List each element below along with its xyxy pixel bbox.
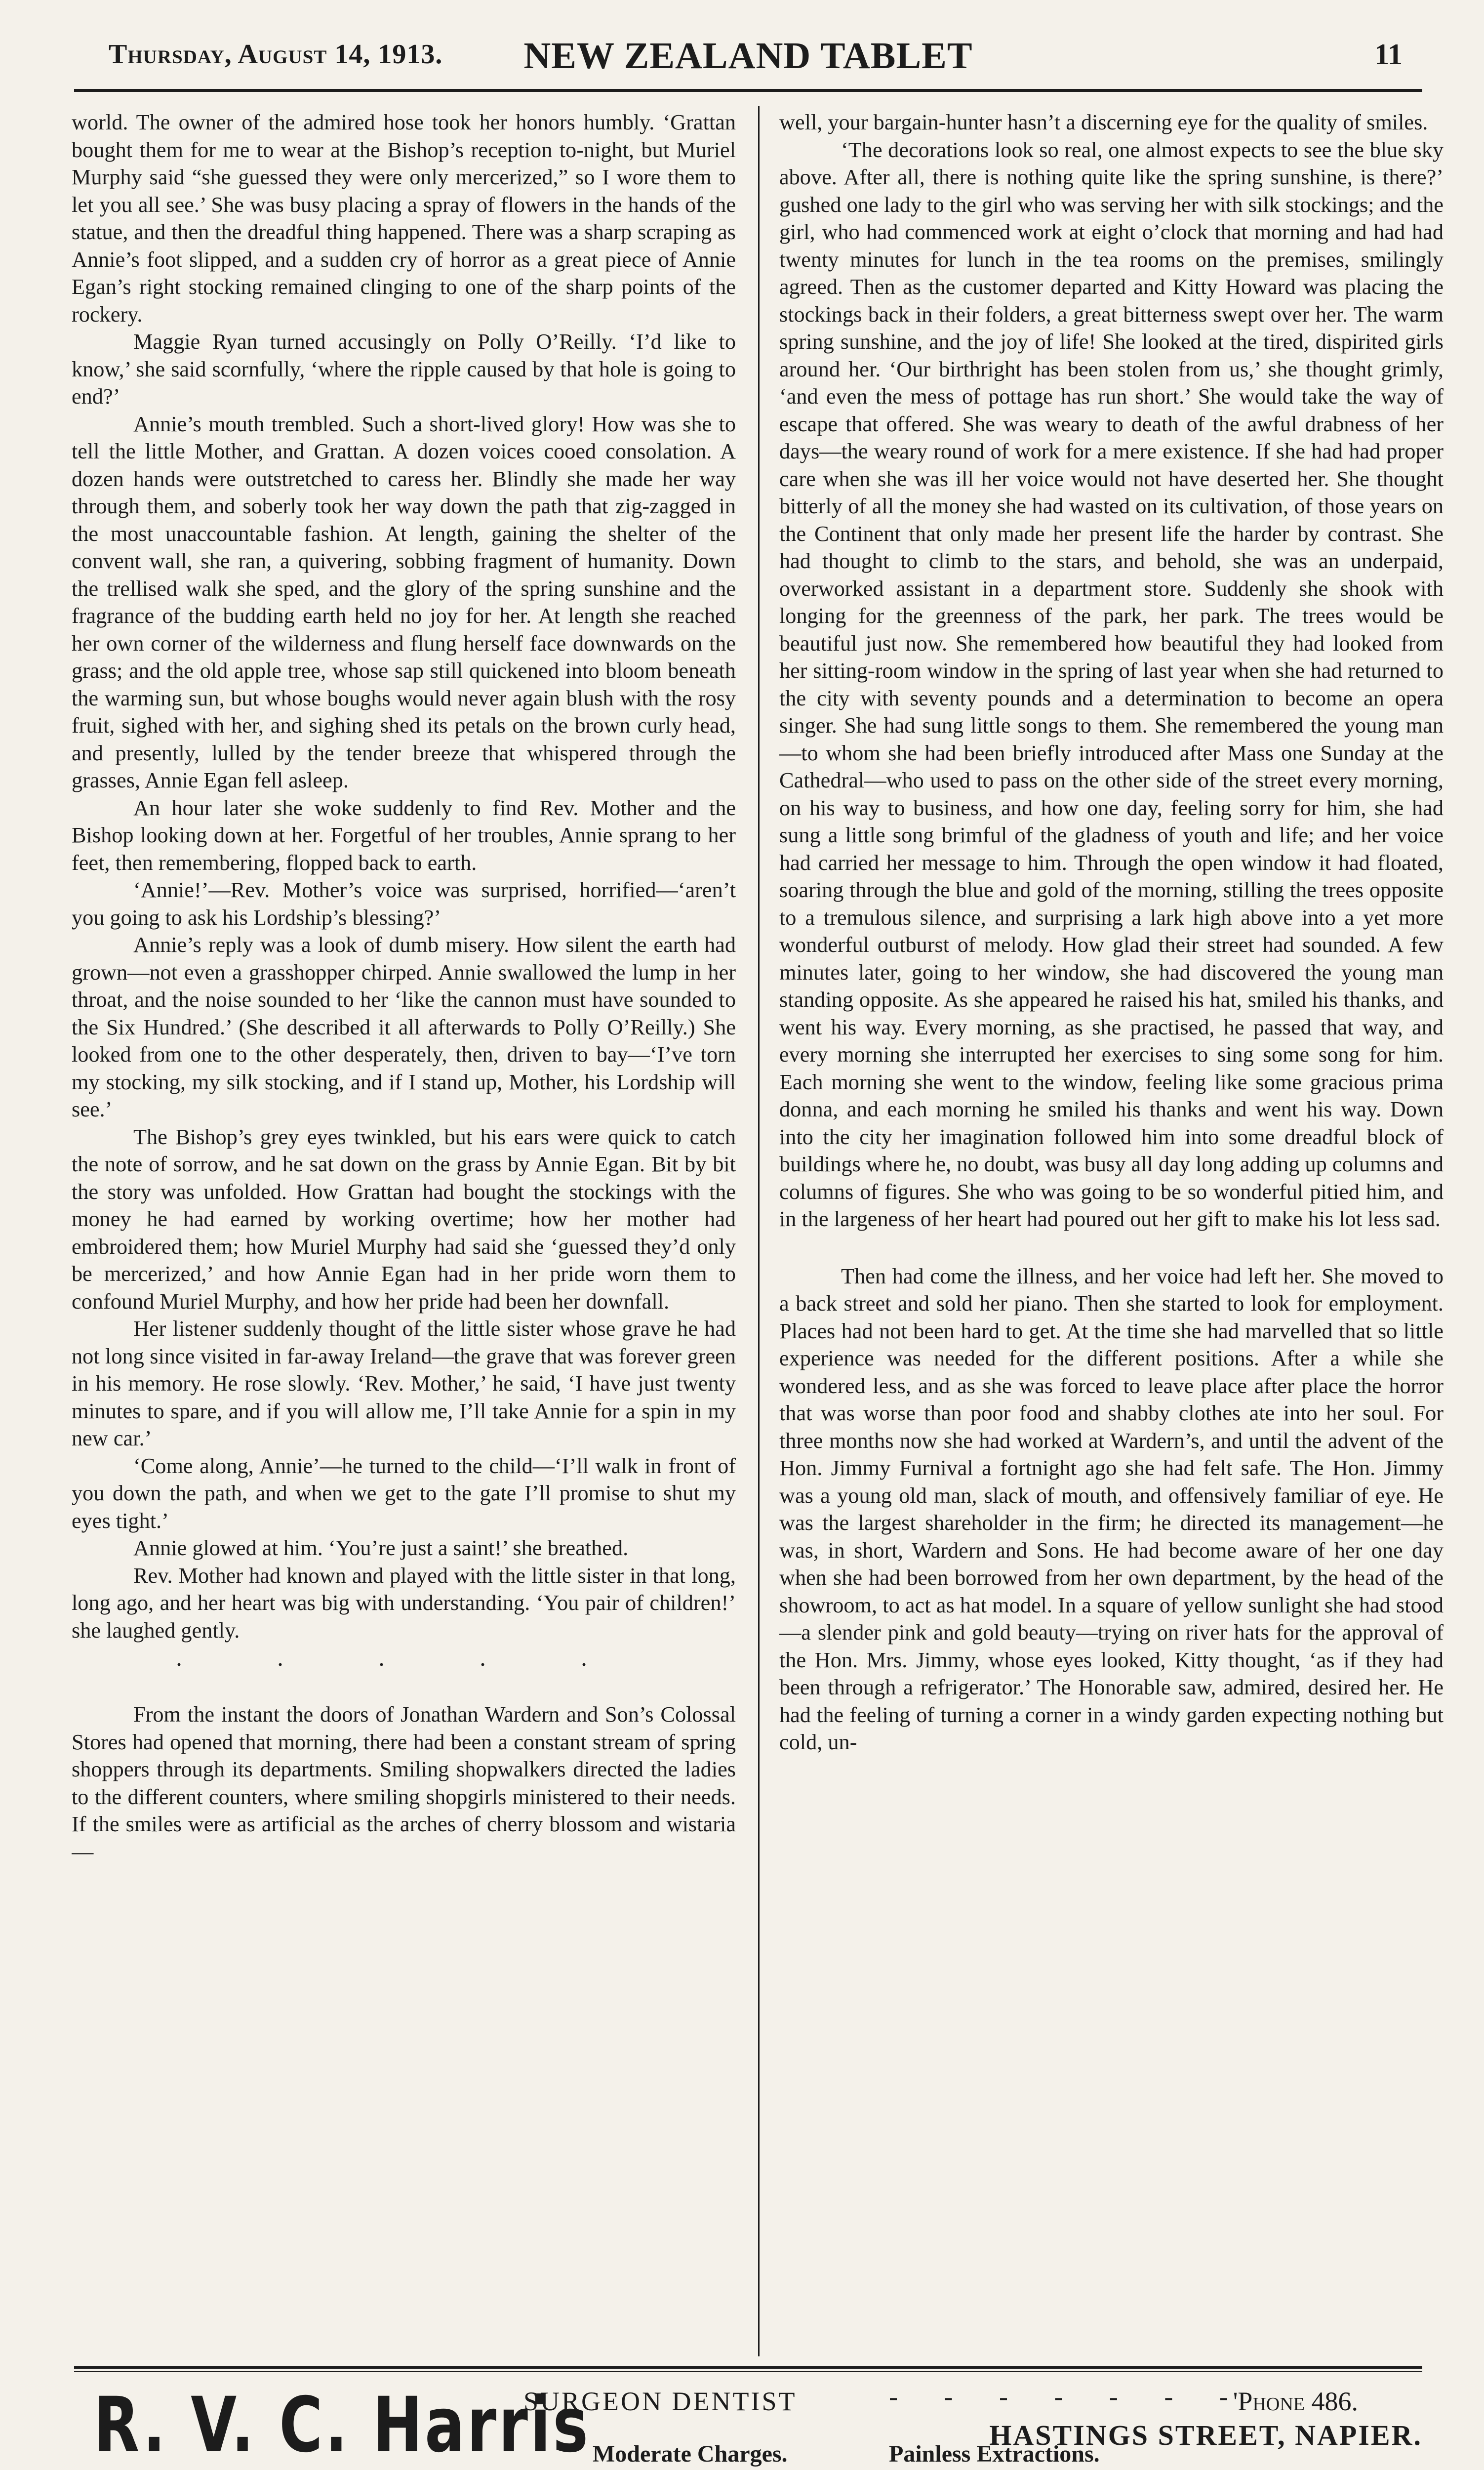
paragraph: ‘Annie!’—Rev. Mother’s voice was surprised, horrified—‘aren’t you going to ask his Lordship’s blessing?’ bbox=[72, 878, 736, 930]
advert-painless-extractions: Painless Extractions. bbox=[889, 2441, 1100, 2467]
advertiser-phone: 'Phone 486. bbox=[1233, 2387, 1358, 2416]
dentist-advertisement bbox=[74, 2381, 1422, 2470]
advert-rule-top bbox=[74, 2366, 1422, 2369]
paragraph: Annie’s reply was a look of dumb misery. How silent the earth had grown—not even a grasshopper chirped. Annie swallowed the lump in her throat, and the noise sounded to her ‘like the cannon must have sounded to the Six Hundred.’ (She described it all afterwards to Polly O’Reilly.) She looked from one to the other desperately, then, driven to bay—‘I’ve torn my stocking, my silk stocking, and if I stand up, Mother, his Lordship will see.’ bbox=[72, 933, 736, 1121]
newspaper-title: NEW ZEALAND TABLET bbox=[523, 35, 973, 77]
paragraph: ‘Come along, Annie’—he turned to the child—‘I’ll walk in front of you down the path, and when we get to the gate I’ll promise to shut my eyes tight.’ bbox=[72, 1453, 736, 1533]
page-header bbox=[74, 35, 1422, 89]
paragraph: world. The owner of the admired hose took her honors humbly. ‘Grattan bought them for me to wear at the Bishop’s reception to-night, but Muriel Murphy said “she guessed they were only mercerized,” so I wore them to let you all see.’ She was busy placing a spray of flowers in the hands of the statue, and then the dreadful thing happened. There was a sharp scraping as Annie’s foot slipped, and a sudden cry of horror as a great piece of Annie Egan’s right stocking remained clinging to one of the sharp points of the rockery. bbox=[72, 110, 736, 327]
header-rule bbox=[74, 89, 1422, 92]
advertiser-service: SURGEON DENTIST bbox=[523, 2387, 797, 2416]
paragraph: ‘The decorations look so real, one almost expects to see the blue sky above. After all, there is nothing quite like the spring sunshine, is there?’ gushed one lady to the girl who was serving her with silk stockings; and the girl, who had commenced work at eight o’clock that morning and had had twenty minutes for lunch in the tea rooms on the premises, smilingly agreed. Then as the customer departed and Kitty Howard was placing the stockings back in their folders, a great bitterness swept over her. The warm spring sunshine, and the joy of life! She looked at the tired, dispirited girls around her. ‘Our birthright has been stolen from us,’ she thought grimly, ‘and even the mess of pottage has run short.’ She would take the way of escape that offered. She was weary to death of the awful drabness of her days—the weary round of work for a mere existence. If she had had proper care when she was ill her voice would not have deserted her. She thought bitterly of all the money she had wasted on its cultivation, of those years on the Continent that only made her present life the harder by contrast. She had thought to climb to the stars, and behold, she was an underpaid, overworked assistant in a department store. Suddenly she shook with longing for the greenness of the park, her park. The trees would be beautiful just now. She remembered how beautiful they had looked from her sitting-room window in the spring of last year when she had returned to the city with seventy pounds and a determination to become an opera singer. She had sung little songs to them. She remembered the young man—to whom she had been briefly introduced after Mass one Sunday at the Cathedral—who used to pass on the other side of the street every morning, on his way to business, and how one day, feeling sorry for him, she had sung a little song brimful of the gladness of youth and life; and her voice had carried her message to him. Through the open window it had floated, soaring through the blue and gold of the morning, stilling the trees opposite to a tremulous silence, and surprising a lark high above into a yet more wonderful outburst of melody. How glad their street had sounded. A few minutes later, going to her window, she had discovered the young man standing opposite. As she appeared he raised his hat, smiled his thanks, and went his way. Every morning, as she practised, he passed that way, and every morning she interrupted her exercises to sing some song for him. Each morning she went to the window, feeling like some gracious prima donna, and each morning he smiled his thanks and went his way. Down into the city her imagination followed him into some dreadful block of buildings where he, no doubt, was busy all day long adding up columns and columns of figures. She who was going to be so wonderful pitied him, and in the largeness of her heart had poured out her gift to make his lot less sad. bbox=[779, 137, 1444, 1231]
paragraph: Then had come the illness, and her voice had left her. She moved to a back street and sold her piano. Then she started to look for employment. Places had not been hard to get. At the time she had marvelled that so little experience was needed for the different positions. After a while she wondered less, and as she was forced to leave place after place the horror that was worse than poor food and shabby clothes ate into her soul. For three months now she had worked at Wardern’s, and until the advent of the Hon. Jimmy Furnival a fortnight ago she had felt safe. The Hon. Jimmy was a young old man, slack of mouth, and offensively familiar of eye. He was the largest shareholder in the firm; he directed its management—he was, in short, Wardern and Sons. He had become aware of her one day when she had been borrowed from her own department, by the head of the showroom, to act as hat model. In a square of yellow sunlight she had stood—a slender pink and gold beauty—trying on river hats for the approval of the Hon. Mrs. Jimmy, whose eyes looked, Kitty thought, ‘as if they had been through a refrigerator.’ The Honorable saw, admired, desired her. He had the feeling of turning a corner in a windy garden expecting nothing but cold, un- bbox=[779, 1264, 1444, 1754]
advertiser-address: HASTINGS STREET, NAPIER. bbox=[989, 2419, 1422, 2451]
paragraph: The Bishop’s grey eyes twinkled, but his ears were quick to catch the note of sorrow, and he sat down on the grass by Annie Egan. Bit by bit the story was unfolded. How Grattan had bought the stockings with the money he had earned by working overtime; how her mother had embroidered them; how Muriel Murphy had said she ‘guessed they’d only be mercerized,’ and how Annie Egan had in her pride worn them to confound Muriel Murphy, and how her pride had been her downfall. bbox=[72, 1124, 736, 1314]
paragraph: Maggie Ryan turned accusingly on Polly O’Reilly. ‘I’d like to know,’ she said scornfully, ‘where the ripple caused by that hole is going to end?’ bbox=[72, 329, 736, 409]
issue-date: Thursday, August 14, 1913. bbox=[109, 39, 443, 70]
paragraph: Her listener suddenly thought of the little sister whose grave he had not long since visited in far-away Ireland—the grave that was forever green in his memory. He rose slowly. ‘Rev. Mother,’ he said, ‘I have just twenty minutes to spare, and if you will allow me, I’ll take Annie for a spin in my new car.’ bbox=[72, 1317, 736, 1450]
advertiser-name: R. V. C. Harris bbox=[94, 2381, 591, 2470]
paragraph: From the instant the doors of Jonathan Wardern and Son’s Colossal Stores had opened that morning, there had been a constant stream of spring shoppers through its departments. Smiling shopwalkers directed the ladies to the different counters, where smiling shopgirls ministered to their needs. If the smiles were as artificial as the arches of cherry blossom and wistaria— bbox=[72, 1702, 736, 1864]
paragraph: Rev. Mother had known and played with the little sister in that long, long ago, and her heart was big with understanding. ‘You pair of children!’ she laughed gently. bbox=[72, 1563, 736, 1643]
column-divider bbox=[758, 106, 760, 2356]
advert-rule-top-thin bbox=[74, 2371, 1422, 2372]
section-separator: . . . . . bbox=[176, 1644, 632, 1671]
paragraph: well, your bargain-hunter hasn’t a discerning eye for the quality of smiles. bbox=[779, 110, 1428, 134]
leader-dots: - - - - - - - bbox=[889, 2382, 1248, 2411]
advert-moderate-charges: Moderate Charges. bbox=[593, 2441, 788, 2467]
right-column bbox=[779, 109, 1444, 2354]
paragraph: Annie’s mouth trembled. Such a short-lived glory! How was she to tell the little Mother, and Grattan. A dozen voices cooed consolation. A dozen hands were outstretched to caress her. Blindly she made her way through them, and soberly took her way down the path that zig-zagged in the most unaccountable fashion. At length, gaining the shelter of the convent wall, she ran, a quivering, sobbing fragment of humanity. Down the trellised walk she sped, and the glory of the spring sunshine and the fragrance of the budding earth held no joy for her. At length she reached her own corner of the wilderness and flung herself face downwards on the grass; and the old apple tree, whose sap still quickened into bloom beneath the warming sun, but whose boughs would never again blush with the rosy fruit, sighed with her, and sighing shed its petals on the brown curly head, and presently, lulled by the tender breeze that whispered through the grasses, Annie Egan fell asleep. bbox=[72, 412, 736, 792]
paragraph: Annie glowed at him. ‘You’re just a saint!’ she breathed. bbox=[133, 1536, 629, 1560]
left-column bbox=[72, 109, 736, 2354]
paragraph: An hour later she woke suddenly to find Rev. Mother and the Bishop looking down at her. Forgetful of her troubles, Annie sprang to her feet, then remembering, flopped back to earth. bbox=[72, 795, 736, 875]
page-number: 11 bbox=[1374, 38, 1403, 71]
